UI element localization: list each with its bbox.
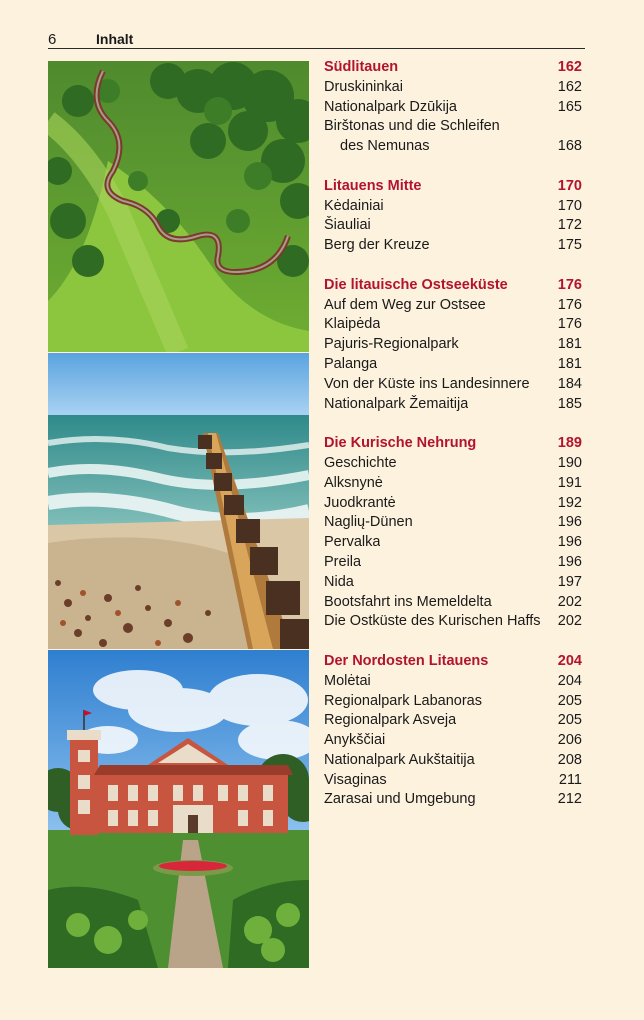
toc-section — [324, 434, 582, 632]
toc-entry-page: 196 — [557, 534, 582, 551]
toc-entry-title: Preila — [324, 553, 362, 570]
toc-entry-page: 206 — [557, 732, 582, 749]
toc-entry[interactable] — [324, 454, 582, 474]
toc-section-heading[interactable] — [324, 177, 582, 197]
toc-section — [324, 652, 582, 810]
toc-entry-page: 212 — [557, 791, 582, 808]
toc-entry[interactable] — [324, 474, 582, 494]
toc-entry[interactable] — [324, 731, 582, 751]
toc-entry-title: Druskininkai — [324, 78, 403, 95]
toc-heading-title: Litauens Mitte — [324, 177, 422, 194]
toc-entry-title: Zarasai und Umgebung — [324, 791, 476, 808]
toc-entry-title: Nationalpark Žemaitija — [324, 395, 469, 412]
toc-entry-title: Alksnynė — [324, 474, 383, 491]
toc-entry-page: 175 — [557, 237, 582, 254]
toc-entry-page: 168 — [557, 138, 582, 155]
toc-entry[interactable] — [324, 494, 582, 514]
toc-entry-page: 204 — [557, 672, 582, 689]
toc-section-heading[interactable] — [324, 434, 582, 454]
toc-entry-page: 181 — [557, 336, 582, 353]
toc-entry-title: Šiauliai — [324, 217, 371, 234]
toc-entry[interactable] — [324, 375, 582, 395]
toc-heading-title: Südlitauen — [324, 59, 399, 75]
toc-entry[interactable] — [324, 98, 582, 118]
toc-section — [324, 177, 582, 256]
toc-entry[interactable] — [324, 790, 582, 810]
toc-entry[interactable] — [324, 137, 582, 157]
toc-entry-page: 192 — [557, 494, 582, 511]
toc-entry-title: Nationalpark Aukštaitija — [324, 751, 475, 768]
toc-entry[interactable] — [324, 751, 582, 771]
toc-entry[interactable] — [324, 315, 582, 335]
toc-heading-page: 170 — [557, 177, 582, 194]
toc-entry-page: 191 — [557, 474, 582, 491]
toc-entry[interactable] — [324, 593, 582, 613]
toc-entry-page: 202 — [557, 593, 582, 610]
toc-heading-title: Der Nordosten Litauens — [324, 652, 489, 669]
toc-entry-page: 181 — [557, 355, 582, 372]
page-header — [48, 28, 585, 49]
page-number: 6 — [48, 31, 57, 48]
toc-entry[interactable] — [324, 553, 582, 573]
toc-entry[interactable] — [324, 612, 582, 632]
toc-heading-page: 162 — [557, 59, 582, 75]
toc-entry-page: 176 — [557, 296, 582, 313]
toc-entry-title: Die Ostküste des Kurischen Haffs — [324, 613, 541, 630]
toc-entry-page: 205 — [557, 692, 582, 709]
toc-entry-title: Regionalpark Asveja — [324, 712, 457, 729]
toc-entry[interactable] — [324, 771, 582, 791]
toc-section-heading[interactable] — [324, 58, 582, 78]
toc-entry-page: 184 — [557, 375, 582, 392]
toc-entry[interactable] — [324, 573, 582, 593]
toc-entry-page: 196 — [557, 553, 582, 570]
toc-entry-title: Berg der Kreuze — [324, 237, 430, 254]
toc-entry-page: 205 — [557, 712, 582, 729]
toc-entry-title: Kėdainiai — [324, 197, 384, 214]
toc-entry[interactable] — [324, 78, 582, 98]
toc-entry[interactable] — [324, 335, 582, 355]
toc-heading-title: Die Kurische Nehrung — [324, 435, 477, 452]
toc-entry-title: Birštonas und die Schleifen — [324, 118, 500, 135]
toc-entry-title: Juodkrantė — [324, 494, 396, 511]
toc-entry-page: 190 — [557, 454, 582, 471]
toc-entry[interactable] — [324, 533, 582, 553]
toc-entry-title: Geschichte — [324, 454, 397, 471]
toc-entry-page: 176 — [557, 316, 582, 333]
toc-entry-title: Pervalka — [324, 534, 381, 551]
toc-entry[interactable] — [324, 692, 582, 712]
toc-section-heading[interactable] — [324, 276, 582, 296]
toc-entry-title: Bootsfahrt ins Memeldelta — [324, 593, 492, 610]
toc-entry-page: 170 — [557, 197, 582, 214]
toc-entry[interactable] — [324, 216, 582, 236]
toc-entry-title: Naglių-Dünen — [324, 514, 413, 531]
photo-river-forest — [48, 61, 309, 352]
toc-entry-title: Klaipėda — [324, 316, 381, 333]
toc-section-heading[interactable] — [324, 652, 582, 672]
toc-entry[interactable] — [324, 117, 582, 137]
toc-heading-page: 176 — [557, 276, 582, 293]
toc-section — [324, 58, 582, 157]
toc-entry-page: 197 — [557, 573, 582, 590]
page-title: Inhalt — [96, 31, 134, 47]
toc-entry-title: Pajuris-Regionalpark — [324, 336, 459, 353]
toc-entry-title: Visaginas — [324, 771, 387, 788]
toc-entry-page: 165 — [557, 98, 582, 115]
toc-section — [324, 276, 582, 415]
toc-entry[interactable] — [324, 197, 582, 217]
toc-entry-title: Regionalpark Labanoras — [324, 692, 482, 709]
toc-entry-title: Nationalpark Dzūkija — [324, 98, 457, 115]
photo-beach-groyne — [48, 353, 309, 649]
toc-entry[interactable] — [324, 236, 582, 256]
toc-entry[interactable] — [324, 513, 582, 533]
toc-entry[interactable] — [324, 395, 582, 415]
toc-entry-title: Auf dem Weg zur Ostsee — [324, 296, 486, 313]
table-of-contents — [324, 58, 582, 830]
toc-entry-title: Anykščiai — [324, 732, 386, 749]
toc-entry-page: 172 — [557, 217, 582, 234]
toc-entry-page: 208 — [557, 751, 582, 768]
toc-entry[interactable] — [324, 672, 582, 692]
toc-heading-title: Die litauische Ostseeküste — [324, 276, 508, 293]
toc-entry-page: 202 — [557, 613, 582, 630]
toc-entry[interactable] — [324, 296, 582, 316]
toc-entry-page: 185 — [557, 395, 582, 412]
toc-entry-page: 196 — [557, 514, 582, 531]
toc-entry-title: Nida — [324, 573, 354, 590]
toc-entry-title: Molėtai — [324, 672, 371, 689]
photo-manor-house — [48, 650, 309, 968]
toc-heading-page: 204 — [557, 652, 582, 669]
toc-entry[interactable] — [324, 355, 582, 375]
toc-entry-page: 211 — [558, 771, 582, 788]
toc-heading-page: 189 — [557, 435, 582, 452]
toc-entry-title: Palanga — [324, 355, 378, 372]
toc-entry[interactable] — [324, 711, 582, 731]
toc-entry-page: 162 — [557, 78, 582, 95]
toc-entry-title: des Nemunas — [340, 138, 430, 155]
toc-entry-title: Von der Küste ins Landesinnere — [324, 375, 530, 392]
